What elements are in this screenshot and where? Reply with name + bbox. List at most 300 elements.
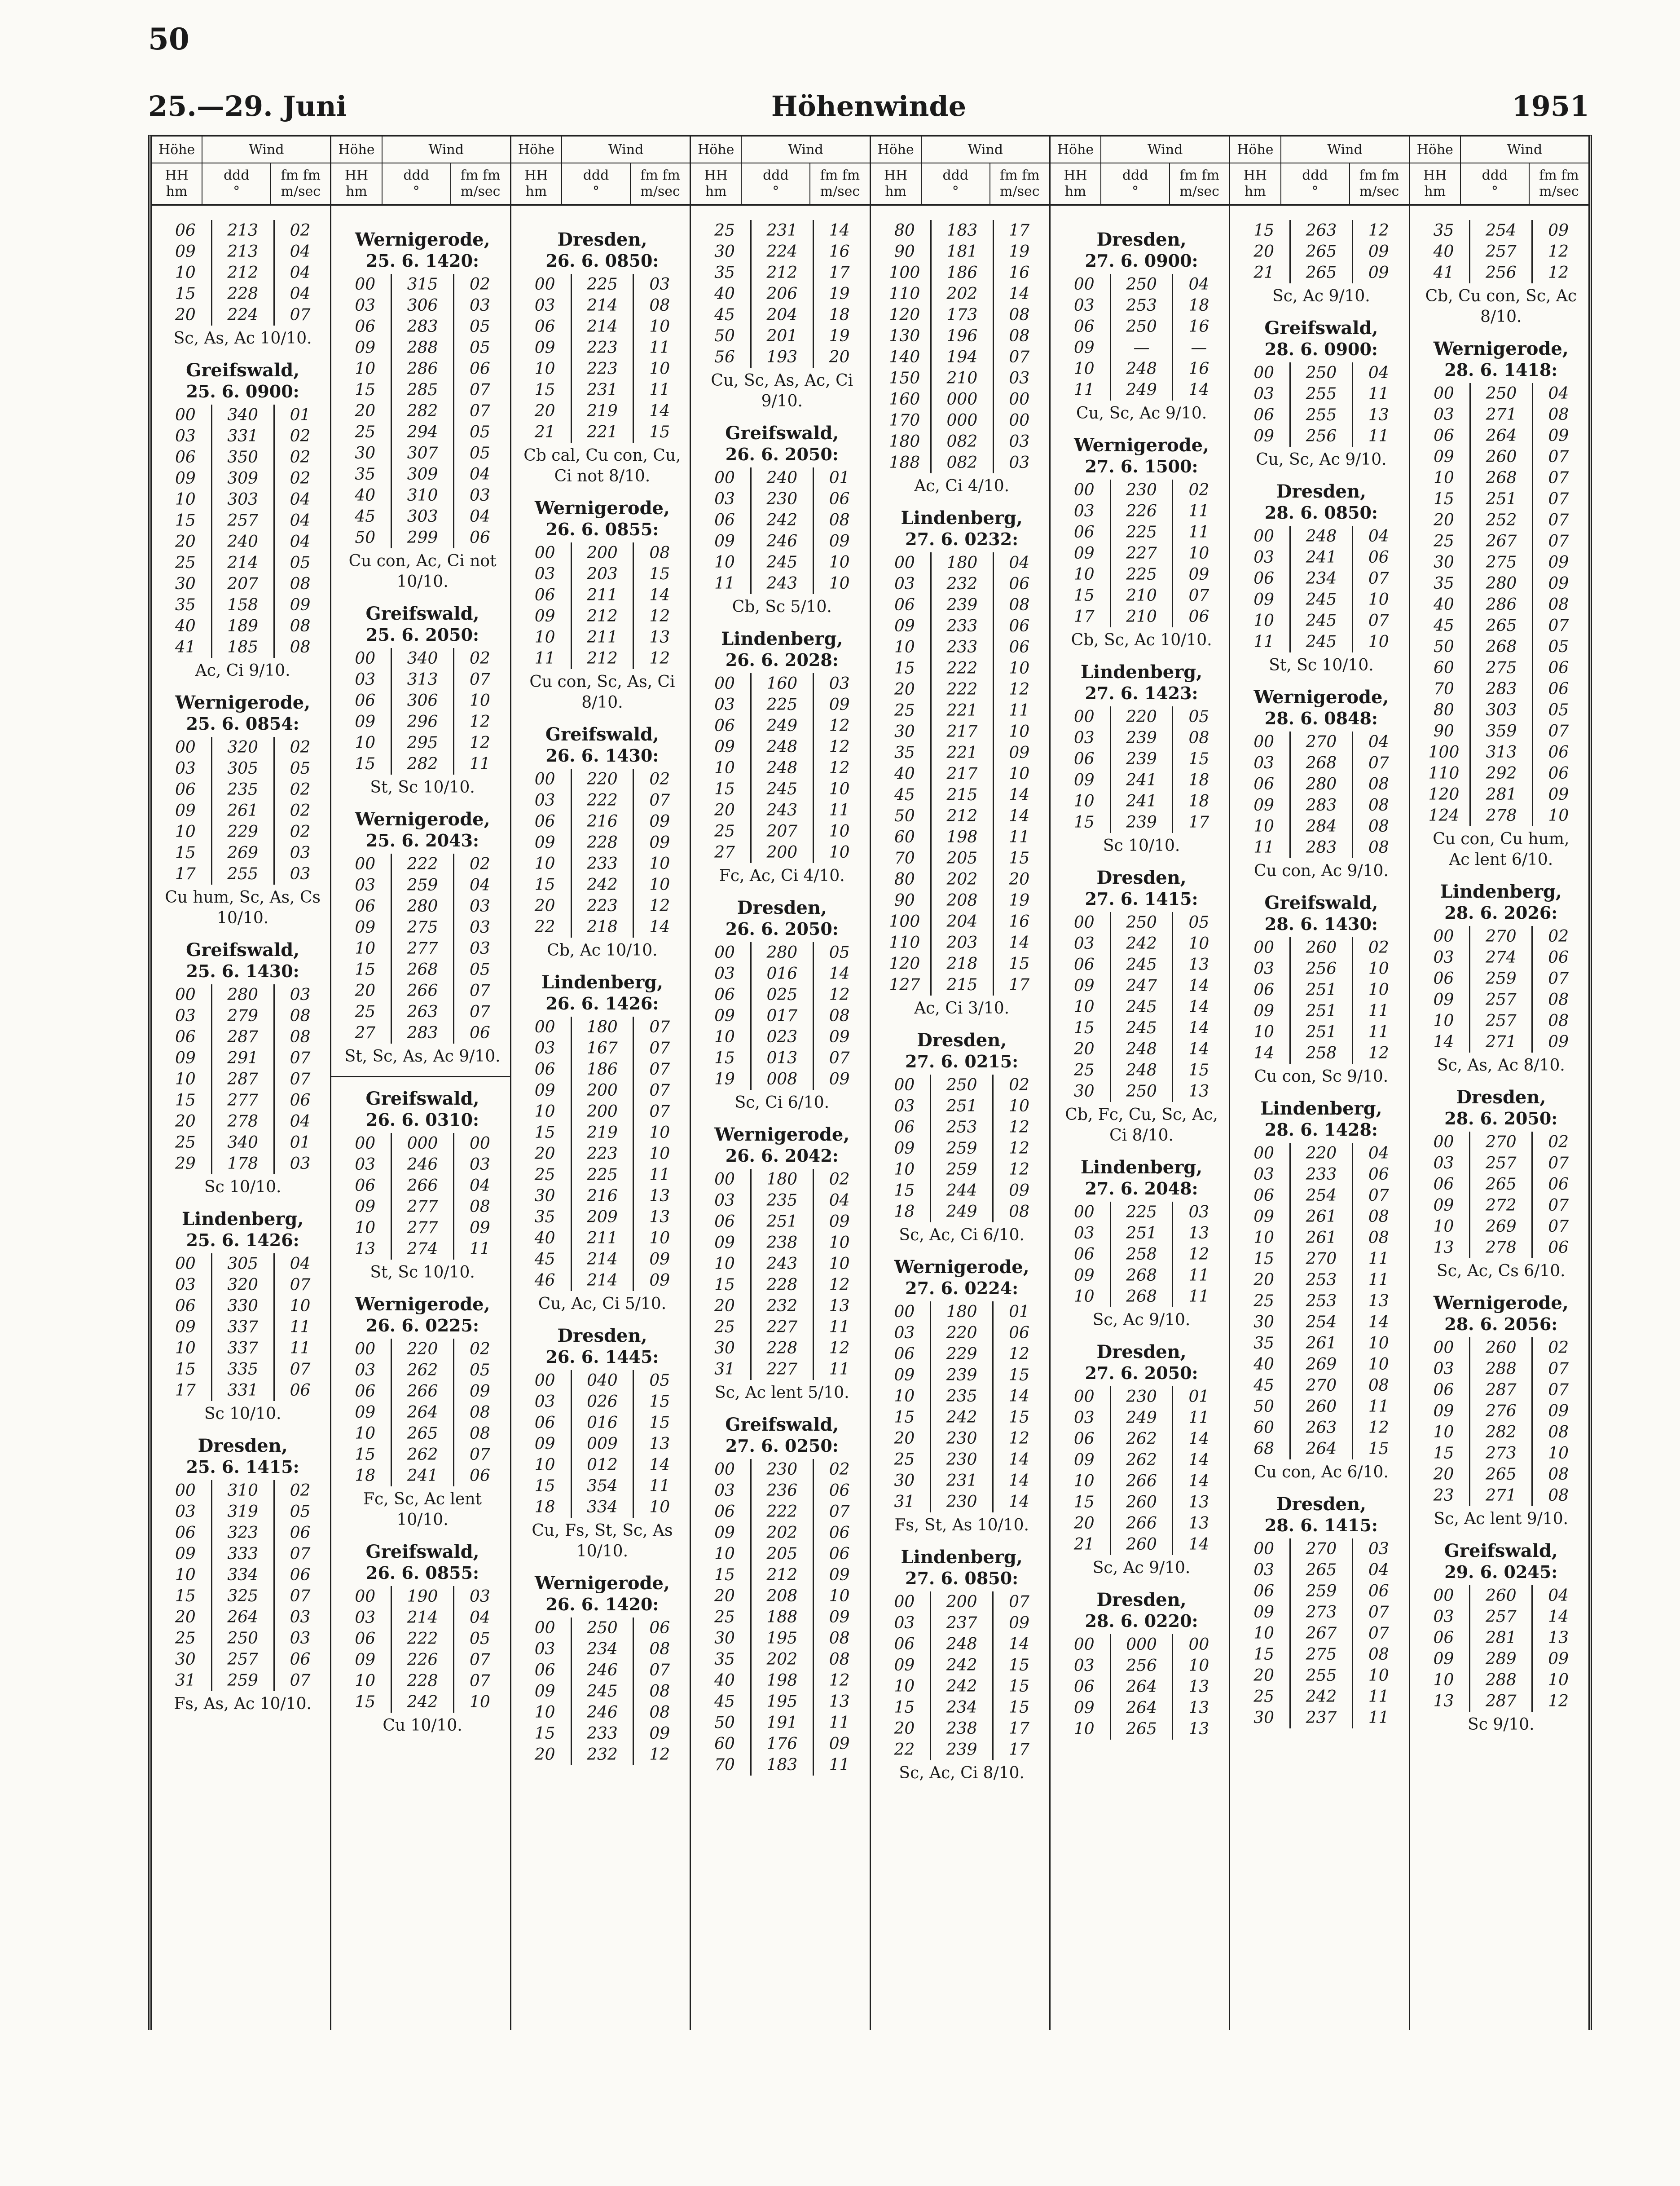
height-hm: 09 — [1253, 1002, 1275, 1020]
wind-direction: 211 — [571, 1228, 633, 1249]
table-row — [160, 1132, 325, 1153]
wind-speed: 04 — [290, 285, 311, 303]
wind-speed: 08 — [1548, 1465, 1569, 1484]
wind-speed: 13 — [1188, 1678, 1209, 1696]
cloud-note: Sc 10/10. — [204, 1405, 281, 1423]
table-row — [1238, 1043, 1404, 1064]
height-hm: 03 — [1073, 1409, 1095, 1427]
table-row — [699, 963, 865, 984]
table-row — [699, 1691, 865, 1712]
height-hm: 10 — [1253, 1229, 1275, 1247]
header-hm: hm — [1424, 184, 1446, 199]
station-sounding — [1238, 892, 1404, 1087]
height-hm: 06 — [175, 448, 196, 467]
table-row — [519, 1143, 685, 1164]
table-row — [879, 869, 1045, 890]
wind-direction: 233 — [571, 853, 633, 874]
table-row — [519, 832, 685, 853]
station-name: Lindenberg, — [1080, 661, 1203, 683]
height-hm: 09 — [1073, 1699, 1095, 1717]
table-row — [1238, 1248, 1404, 1269]
height-hm: 09 — [175, 802, 196, 820]
wind-speed: 04 — [290, 264, 311, 282]
table-row — [879, 1117, 1045, 1138]
table-row — [879, 452, 1045, 473]
wind-speed: 12 — [1368, 221, 1389, 240]
table-row — [1418, 721, 1584, 742]
height-hm: 06 — [894, 1345, 915, 1363]
station-name: Dresden, — [557, 229, 647, 250]
wind-direction: 268 — [1290, 753, 1353, 774]
wind-speed: 18 — [829, 306, 850, 324]
sounding-time: 27. 6. 0850: — [905, 1568, 1019, 1588]
header-ddd: ddd — [1122, 167, 1148, 183]
cloud-note: St, Sc, As, Ac 9/10. — [344, 1047, 501, 1066]
wind-direction: 256 — [1470, 262, 1532, 283]
table-row — [879, 241, 1045, 262]
height-hm: 25 — [175, 1629, 196, 1648]
height-hm: 20 — [1434, 511, 1454, 529]
sounding-table — [1418, 220, 1584, 283]
wind-speed: 09 — [829, 532, 850, 551]
table-row — [519, 1228, 685, 1249]
table-row — [519, 401, 685, 422]
wind-direction: 228 — [571, 832, 633, 853]
wind-direction: 305 — [211, 1253, 274, 1274]
table-row — [1059, 358, 1224, 379]
header-fm: fm fm — [820, 167, 860, 183]
wind-direction: 224 — [211, 304, 274, 326]
wind-speed: 10 — [1548, 807, 1569, 825]
table-row — [1238, 1644, 1404, 1665]
table-row — [1238, 610, 1404, 631]
wind-speed: 04 — [290, 511, 311, 530]
sounding-table — [1238, 1143, 1404, 1459]
wind-speed: 04 — [1368, 1561, 1389, 1579]
sounding-time: 25. 6. 0854: — [186, 714, 299, 734]
height-hm: 15 — [175, 844, 196, 862]
column-body — [871, 206, 1049, 1784]
wind-speed: 12 — [1009, 1160, 1029, 1179]
wind-speed: 10 — [1368, 1666, 1389, 1685]
wind-direction: 255 — [1290, 383, 1353, 405]
wind-direction: 261 — [1290, 1333, 1353, 1354]
height-hm: 00 — [355, 649, 376, 668]
height-hm: 13 — [1433, 1692, 1454, 1710]
wind-speed: 12 — [1009, 680, 1030, 699]
wind-direction: 266 — [391, 980, 454, 1001]
table-row — [879, 784, 1045, 806]
wind-direction: 251 — [751, 1211, 813, 1232]
wind-speed: 15 — [1009, 849, 1030, 868]
table-row — [1238, 1291, 1404, 1312]
table-row — [339, 711, 505, 732]
table-row — [1059, 1450, 1224, 1471]
height-hm: 21 — [1253, 264, 1275, 282]
table-row — [699, 1169, 865, 1190]
table-row — [339, 917, 505, 938]
table-row — [1238, 426, 1404, 447]
table-row — [879, 742, 1045, 763]
wind-direction: 233 — [931, 637, 993, 658]
height-hm: 06 — [1433, 1175, 1454, 1194]
wind-direction: 213 — [211, 220, 274, 241]
wind-direction: 251 — [1290, 1000, 1353, 1022]
table-row — [879, 890, 1045, 911]
table-row — [339, 875, 505, 896]
table-row — [1418, 805, 1584, 826]
wind-speed: 04 — [1368, 364, 1389, 382]
height-hm: 20 — [1253, 1271, 1275, 1289]
header-ms: m/sec — [1179, 184, 1219, 199]
height-hm: 09 — [894, 1656, 915, 1675]
height-hm: 40 — [1433, 242, 1454, 261]
wind-direction: 250 — [931, 1075, 993, 1096]
height-hm: 20 — [714, 1297, 735, 1315]
height-hm: 15 — [175, 285, 196, 303]
table-row — [1238, 220, 1404, 241]
header-hoehe: Höhe — [1051, 137, 1101, 163]
wind-direction: 214 — [211, 552, 274, 573]
wind-direction: 309 — [211, 468, 274, 489]
station-sounding — [160, 692, 325, 929]
header-ms: m/sec — [1000, 184, 1040, 199]
table-row — [160, 1048, 325, 1069]
header-hh-cell — [1230, 163, 1281, 204]
wind-speed: 04 — [1368, 527, 1389, 546]
wind-speed: 06 — [1188, 608, 1209, 626]
wind-direction: 268 — [1470, 467, 1532, 489]
table-row — [160, 1274, 325, 1296]
wind-speed: 05 — [290, 1503, 311, 1521]
cloud-note: Ac, Ci 9/10. — [195, 661, 290, 680]
height-hm: 09 — [355, 713, 376, 731]
wind-direction: 222 — [571, 790, 633, 811]
wind-speed: 13 — [1188, 1514, 1209, 1533]
height-hm: 15 — [534, 1724, 555, 1743]
table-row — [699, 1048, 865, 1069]
height-hm: 31 — [894, 1493, 915, 1511]
wind-speed: 15 — [649, 1393, 670, 1411]
wind-speed: 06 — [290, 1650, 311, 1669]
table-row — [519, 606, 685, 627]
height-hm: 09 — [355, 918, 376, 937]
table-row — [1238, 568, 1404, 589]
wind-speed: 04 — [290, 490, 311, 509]
sounding-table — [1059, 1386, 1224, 1555]
wind-direction: 258 — [1110, 1244, 1173, 1265]
table-row — [1059, 791, 1224, 812]
wind-direction: 227 — [1110, 543, 1173, 564]
wind-speed: 11 — [290, 1339, 311, 1357]
wind-direction: 222 — [751, 1501, 813, 1522]
station-sounding — [1418, 1540, 1584, 1735]
height-hm: 03 — [714, 696, 735, 714]
height-hm: 90 — [1434, 722, 1454, 740]
table-row — [160, 489, 325, 510]
wind-speed: 14 — [829, 221, 850, 240]
wind-direction: 245 — [1110, 996, 1173, 1018]
height-hm: 13 — [355, 1240, 376, 1258]
wind-direction: 333 — [211, 1543, 274, 1565]
column-header — [331, 137, 510, 206]
height-hm: 10 — [534, 1102, 555, 1121]
header-degree: ° — [1311, 184, 1319, 199]
height-hm: 10 — [894, 638, 915, 657]
table-row — [339, 690, 505, 711]
wind-speed: 05 — [469, 423, 490, 441]
cloud-note: Cu con, Sc 9/10. — [1254, 1067, 1389, 1086]
table-row — [339, 648, 505, 669]
height-hm: 00 — [1433, 1587, 1454, 1605]
wind-direction: 257 — [1470, 241, 1532, 262]
wind-direction: 270 — [1290, 1248, 1353, 1269]
table-row — [699, 1317, 865, 1338]
wind-direction: 288 — [391, 337, 454, 358]
height-hm: 25 — [894, 1450, 915, 1469]
height-hm: 35 — [1253, 1334, 1275, 1353]
table-row — [339, 1465, 505, 1486]
table-row — [879, 700, 1045, 721]
wind-speed: 03 — [469, 486, 490, 505]
table-row — [1059, 337, 1224, 358]
wind-direction: 220 — [1290, 1143, 1353, 1164]
wind-speed: 10 — [1368, 633, 1389, 651]
wind-speed: 16 — [1188, 360, 1209, 378]
wind-direction: 252 — [1470, 510, 1532, 531]
height-hm: 100 — [889, 912, 920, 931]
height-hm: 15 — [1073, 586, 1095, 605]
table-row — [1238, 589, 1404, 610]
wind-speed: 13 — [1188, 1493, 1209, 1512]
table-row — [160, 1670, 325, 1691]
height-hm: 20 — [1073, 1040, 1095, 1058]
sounding-time: 25. 6. 2043: — [366, 830, 479, 851]
wind-speed: — — [1191, 339, 1207, 357]
wind-direction: 225 — [1110, 564, 1173, 585]
cloud-note: Sc 10/10. — [1103, 837, 1180, 855]
wind-speed: 11 — [829, 1756, 850, 1774]
height-hm: 09 — [534, 607, 555, 626]
table-row — [339, 1649, 505, 1670]
wind-direction: 257 — [211, 1649, 274, 1670]
wind-direction: 230 — [931, 1428, 993, 1449]
table-row — [1059, 727, 1224, 749]
height-hm: 45 — [1434, 617, 1454, 635]
column-body — [331, 206, 510, 1736]
wind-speed: 03 — [649, 275, 670, 294]
wind-direction: 257 — [1470, 1010, 1532, 1031]
wind-speed: 06 — [1548, 948, 1569, 967]
height-hm: 09 — [175, 469, 196, 488]
height-hm: 13 — [1433, 1238, 1454, 1257]
height-hm: 180 — [889, 432, 920, 451]
wind-speed: 07 — [649, 1081, 670, 1100]
wind-speed: 00 — [1188, 1635, 1209, 1654]
wind-speed: 07 — [469, 1446, 490, 1464]
wind-direction: 228 — [211, 283, 274, 304]
wind-speed: 17 — [1009, 1741, 1029, 1759]
height-hm: 20 — [714, 801, 735, 820]
wind-speed: 03 — [469, 897, 490, 916]
height-hm: 06 — [714, 1212, 735, 1231]
table-row — [519, 1497, 685, 1518]
height-hm: 00 — [1073, 275, 1095, 294]
wind-speed: 14 — [1188, 977, 1209, 995]
station-name: Lindenberg, — [1260, 1098, 1382, 1119]
header-date-range: 25.—29. Juni — [148, 90, 347, 123]
wind-direction: 249 — [1110, 379, 1173, 401]
header-wind: Wind — [1147, 141, 1183, 158]
header-degree: ° — [1132, 184, 1139, 199]
height-hm: 25 — [1253, 1292, 1275, 1310]
wind-speed: 03 — [1009, 432, 1030, 451]
table-row — [879, 1655, 1045, 1676]
height-hm: 09 — [1073, 771, 1095, 789]
wind-speed: 12 — [649, 897, 670, 915]
station-sounding — [519, 498, 685, 713]
wind-speed: 03 — [1009, 454, 1030, 472]
wind-speed: 12 — [829, 1276, 850, 1294]
table-row — [699, 1522, 865, 1543]
header-wind: Wind — [1507, 141, 1543, 158]
wind-speed: 03 — [290, 986, 311, 1004]
table-row — [519, 1617, 685, 1639]
table-row — [1059, 1060, 1224, 1081]
wind-speed: 02 — [290, 221, 311, 240]
wind-direction: 309 — [391, 464, 454, 485]
wind-speed: 08 — [1188, 729, 1209, 747]
height-hm: 40 — [175, 617, 196, 635]
wind-direction: 310 — [391, 485, 454, 506]
wind-speed: 07 — [469, 982, 490, 1000]
header-hh-cell — [511, 163, 562, 204]
wind-speed: 07 — [469, 1003, 490, 1021]
table-row — [699, 800, 865, 821]
wind-speed: 10 — [1009, 723, 1030, 741]
table-row — [1418, 1337, 1584, 1358]
wind-direction: 186 — [931, 262, 993, 283]
height-hm: 03 — [1073, 1224, 1095, 1243]
table-row — [339, 938, 505, 959]
wind-direction: 242 — [391, 1692, 454, 1713]
table-row — [519, 295, 685, 316]
wind-speed: 07 — [1548, 1154, 1569, 1172]
table-row — [339, 1175, 505, 1196]
header-hh: HH — [884, 167, 908, 183]
table-row — [339, 854, 505, 875]
header-fm: fm fm — [640, 167, 680, 183]
table-row — [1238, 795, 1404, 816]
table-row — [160, 1069, 325, 1090]
station-sounding — [879, 1030, 1045, 1246]
sounding-time: 28. 6. 0850: — [1264, 502, 1378, 523]
wind-direction: 217 — [931, 763, 993, 784]
table-row — [339, 732, 505, 754]
height-hm: 06 — [175, 221, 196, 240]
table-row — [879, 658, 1045, 679]
table-row — [1418, 1132, 1584, 1153]
height-hm: 00 — [1253, 1144, 1275, 1163]
wind-direction: 160 — [751, 673, 813, 694]
column-header — [511, 137, 690, 206]
wind-speed: 10 — [649, 1229, 670, 1247]
wind-direction: 289 — [1470, 1648, 1532, 1670]
wind-speed: 04 — [290, 242, 311, 261]
table-row — [879, 616, 1045, 637]
sounding-time: 27. 6. 1415: — [1085, 889, 1198, 909]
height-hm: 03 — [1253, 754, 1275, 772]
cloud-note: Cu hum, Sc, As, Cs 10/10. — [165, 888, 321, 927]
wind-speed: 08 — [1009, 327, 1030, 345]
height-hm: 45 — [894, 786, 915, 804]
wind-speed: 04 — [469, 465, 490, 484]
sounding-time: 27. 6. 1500: — [1085, 456, 1198, 476]
height-hm: 09 — [534, 1435, 555, 1453]
station-sounding — [160, 1435, 325, 1714]
wind-speed: 03 — [1188, 1203, 1209, 1221]
height-hm: 14 — [1253, 1044, 1275, 1062]
height-hm: 35 — [894, 744, 915, 762]
wind-speed: 08 — [290, 617, 311, 635]
station-sounding — [879, 1256, 1045, 1536]
wind-direction: 278 — [1470, 1237, 1532, 1258]
wind-speed: 06 — [290, 1566, 311, 1584]
sounding-table — [160, 1480, 325, 1691]
wind-direction: 330 — [211, 1296, 274, 1317]
wind-direction: 181 — [931, 241, 993, 262]
table-row — [160, 573, 325, 595]
height-hm: 25 — [714, 221, 735, 240]
height-hm: 03 — [1253, 1561, 1275, 1579]
header-row-top — [152, 137, 330, 163]
wind-direction: 286 — [1470, 594, 1532, 615]
header-row-top — [1410, 137, 1588, 163]
header-fm: fm fm — [1539, 167, 1579, 183]
height-hm: 10 — [714, 553, 735, 572]
height-hm: 80 — [1434, 701, 1454, 719]
wind-direction: 215 — [931, 974, 993, 996]
height-hm: 00 — [894, 1593, 915, 1611]
sounding-time: 26. 6. 2042: — [725, 1146, 839, 1166]
wind-speed: 10 — [1368, 981, 1389, 999]
table-row — [879, 595, 1045, 616]
wind-speed: 07 — [469, 381, 490, 399]
station-sounding — [1059, 1157, 1224, 1331]
header-hh: HH — [704, 167, 728, 183]
table-row — [519, 790, 685, 811]
height-hm: 10 — [1073, 1287, 1095, 1306]
table-row — [519, 627, 685, 648]
sounding-table — [519, 1370, 685, 1518]
height-hm: 06 — [1253, 569, 1275, 588]
height-hm: 50 — [355, 529, 376, 547]
table-row — [339, 959, 505, 980]
wind-direction: 236 — [751, 1480, 813, 1501]
station-sounding — [1238, 220, 1404, 307]
header-hm: hm — [166, 184, 188, 199]
wind-direction: 230 — [1110, 1386, 1173, 1407]
station-name: Dresden, — [1096, 867, 1187, 888]
height-hm: 15 — [534, 1124, 555, 1142]
cloud-note: Sc, Ac 9/10. — [1272, 287, 1370, 305]
height-hm: 06 — [355, 1630, 376, 1648]
wind-speed: 07 — [290, 1587, 311, 1605]
height-hm: 09 — [534, 1081, 555, 1100]
height-hm: 06 — [355, 317, 376, 336]
wind-direction: 250 — [1110, 1081, 1173, 1102]
table-row — [879, 304, 1045, 326]
